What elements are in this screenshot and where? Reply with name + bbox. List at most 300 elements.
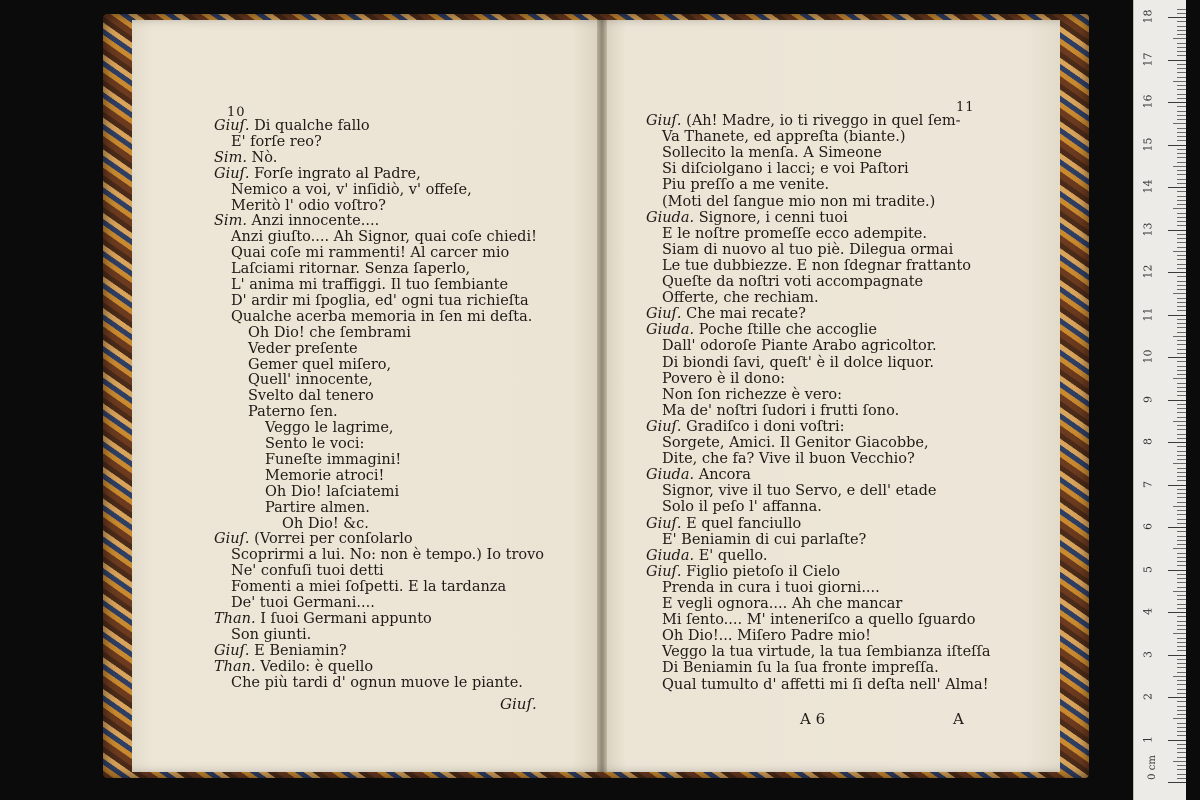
speaker-name: Giuſ. [214, 531, 250, 548]
line-text: Non ſon richezze è vero: [662, 386, 842, 403]
text-line [231, 579, 506, 595]
text-line [231, 595, 375, 611]
ruler-tick [1177, 353, 1186, 354]
ruler-number: 1 [1141, 735, 1155, 743]
ruler-tick [1173, 463, 1186, 464]
text-line [248, 388, 374, 404]
ruler-tick [1173, 676, 1186, 677]
ruler-tick [1177, 268, 1186, 269]
line-text: Si diſciolgano i lacci; e voi Paſtori [662, 161, 909, 178]
line-text: Ne' confuſi tuoi detti [231, 563, 384, 580]
text-line [214, 643, 347, 659]
text-line [265, 468, 384, 484]
text-line [231, 198, 386, 214]
line-text: Svelto dal tenero [248, 388, 374, 405]
ruler-tick [1168, 315, 1186, 316]
ruler-number: 6 [1141, 523, 1155, 530]
ruler-tick [1173, 81, 1186, 82]
ruler-tick [1177, 242, 1186, 243]
ruler-tick [1168, 400, 1186, 401]
ruler-number: 13 [1141, 222, 1155, 236]
ruler-tick [1177, 561, 1186, 562]
line-text: Ma de' noſtri ſudori i frutti ſono. [662, 402, 900, 419]
line-text: Signore, i cenni tuoi [694, 209, 848, 226]
text-line [662, 258, 971, 274]
ruler-tick [1177, 30, 1186, 31]
ruler-tick [1177, 553, 1186, 554]
text-line [231, 182, 472, 198]
line-text: Paterno ſen. [248, 404, 338, 421]
ruler-number: 5 [1141, 565, 1155, 573]
ruler-tick [1168, 60, 1186, 61]
text-line [662, 145, 882, 161]
text-line [231, 547, 544, 563]
ruler-tick [1177, 21, 1186, 22]
text-line [248, 372, 373, 388]
line-text: Signor, vive il tuo Servo, e dell' etade [662, 483, 937, 500]
ruler-tick [1177, 276, 1186, 277]
ruler-tick [1177, 302, 1186, 303]
line-text: Piu preſſo a me venite. [662, 177, 830, 194]
ruler-tick [1168, 102, 1186, 103]
ruler-tick [1177, 111, 1186, 112]
ruler-tick [1177, 162, 1186, 163]
text-line [646, 113, 961, 129]
ruler-tick [1177, 565, 1186, 566]
ruler-tick [1177, 744, 1186, 745]
ruler-tick [1173, 336, 1186, 337]
ruler-tick [1177, 225, 1186, 226]
line-text: Di Beniamin ſu la ſua fronte impreſſa. [662, 660, 939, 677]
ruler-tick [1173, 718, 1186, 719]
ruler-tick [1177, 604, 1186, 605]
ruler-tick [1177, 778, 1186, 779]
ruler-tick [1177, 519, 1186, 520]
ruler-tick [1177, 298, 1186, 299]
ruler-tick [1177, 769, 1186, 770]
ruler-number: 17 [1141, 52, 1155, 66]
text-line [265, 420, 394, 436]
text-line [646, 516, 801, 532]
line-text: Prenda in cura i tuoi giorni.... [662, 579, 880, 596]
line-text: Oh Dio! laſciatemi [265, 483, 400, 500]
ruler-tick [1168, 230, 1186, 231]
line-text: Qualche acerba memoria in ſen mi deſta. [231, 308, 533, 325]
ruler-tick [1177, 489, 1186, 490]
book-gutter [597, 20, 607, 772]
speaker-name: Giuſ. [214, 118, 250, 134]
ruler-tick [1177, 259, 1186, 260]
line-text: E quel fanciullo [681, 515, 802, 532]
line-text: Gradiſco i doni voſtri: [681, 418, 845, 435]
text-line [265, 500, 370, 516]
text-line [282, 516, 369, 532]
page-number: 10 [227, 105, 246, 120]
line-text: D' ardir mi ſpoglia, ed' ogni tua richieſta [231, 292, 529, 309]
ruler-tick [1177, 200, 1186, 201]
ruler-tick [1177, 170, 1186, 171]
ruler-tick [1177, 417, 1186, 418]
text-line [662, 596, 902, 612]
text-line [231, 245, 509, 261]
ruler-tick [1177, 757, 1186, 758]
ruler-tick [1168, 740, 1186, 741]
ruler-tick [1168, 782, 1186, 783]
ruler-tick [1177, 285, 1186, 286]
line-text: Solo il peſo l' affanna. [662, 499, 822, 516]
text-line [231, 563, 384, 579]
line-text: E Beniamin? [249, 642, 347, 659]
ruler-tick [1177, 455, 1186, 456]
text-line [662, 499, 822, 515]
catchword: Giuſ. [500, 695, 537, 713]
ruler-tick [1177, 514, 1186, 515]
text-line [231, 293, 529, 309]
text-line [662, 129, 905, 145]
ruler-tick [1177, 98, 1186, 99]
line-text: Ancora [694, 467, 751, 484]
line-text: Anzi giuſto.... Ah Signor, quai coſe chiedi! [231, 229, 537, 246]
line-text: Laſciami ritornar. Senza ſaperlo, [231, 261, 471, 278]
line-text: (Ah! Madre, io ti riveggo in quel ſem- [681, 113, 961, 129]
ruler-tick [1177, 531, 1186, 532]
ruler-tick [1177, 183, 1186, 184]
line-text: (Vorrei per conſolarlo [249, 531, 413, 548]
ruler-tick [1177, 72, 1186, 73]
ruler-tick [1177, 693, 1186, 694]
ruler-tick [1177, 77, 1186, 78]
line-text: Veggo le lagrime, [265, 420, 394, 437]
ruler-tick [1177, 689, 1186, 690]
left-page [132, 20, 602, 772]
line-text: Forſe ingrato al Padre, [249, 165, 421, 182]
ruler-tick [1177, 132, 1186, 133]
ruler-tick [1168, 570, 1186, 571]
ruler-tick [1177, 153, 1186, 154]
ruler-tick [1177, 468, 1186, 469]
ruler-number: 18 [1141, 9, 1155, 24]
line-text: L' anima mi traffiggi. Il tuo ſembiante [231, 277, 509, 293]
text-line [214, 166, 421, 182]
page-number: 11 [956, 100, 975, 115]
ruler-tick [1177, 157, 1186, 158]
ruler-tick [1177, 472, 1186, 473]
line-text: Scoprirmi a lui. No: non è tempo.) Io trovo [231, 547, 545, 564]
speaker-name: Giuſ. [646, 515, 682, 532]
text-line [248, 325, 411, 341]
speaker-name: Giuda. [646, 322, 695, 339]
text-line [662, 483, 937, 499]
ruler-tick [1177, 391, 1186, 392]
text-line [231, 229, 537, 245]
text-line [662, 628, 871, 644]
ruler-tick [1177, 13, 1186, 14]
ruler-tick [1177, 281, 1186, 282]
ruler-tick [1177, 476, 1186, 477]
ruler-tick [1177, 149, 1186, 150]
text-line [662, 177, 829, 193]
line-text: Qual tumulto d' affetti mi ſi deſta nell' Alma! [662, 676, 989, 693]
speaker-name: Giuda. [646, 547, 695, 564]
ruler-tick [1173, 123, 1186, 124]
ruler-tick [1177, 765, 1186, 766]
speaker-name: Giuſ. [646, 113, 682, 129]
ruler-tick [1177, 650, 1186, 651]
ruler-tick [1173, 251, 1186, 252]
speaker-name: Than. [214, 658, 256, 675]
ruler-tick [1177, 451, 1186, 452]
ruler-tick [1168, 527, 1186, 528]
text-line [214, 531, 413, 547]
ruler-tick [1177, 582, 1186, 583]
text-line [231, 277, 508, 293]
ruler-number: 16 [1141, 94, 1155, 109]
line-text: Di biondi ſavi, queſt' è il dolce liquor. [662, 354, 935, 371]
ruler-tick [1177, 723, 1186, 724]
text-line [662, 660, 939, 676]
ruler-tick [1177, 735, 1186, 736]
right-page [604, 20, 1060, 772]
line-text: Partire almen. [265, 499, 370, 516]
line-text: Nemico a voi, v' inſidiò, v' offeſe, [231, 181, 472, 198]
ruler-tick [1177, 599, 1186, 600]
line-text: Sorgete, Amici. Il Genitor Giacobbe, [662, 435, 929, 451]
ruler-tick [1177, 446, 1186, 447]
text-line [214, 118, 370, 134]
line-text: Mi ſento.... M' inteneriſco a quello ſguardo [662, 612, 976, 629]
catchword: A [953, 710, 964, 728]
ruler-tick [1177, 106, 1186, 107]
ruler-tick [1177, 536, 1186, 537]
line-text: Nò. [246, 149, 278, 166]
ruler-tick [1173, 38, 1186, 39]
line-text: Le tue dubbiezze. E non ſdegnar frattanto [662, 257, 972, 274]
line-text: E le noſtre promeſſe ecco adempite. [662, 225, 927, 242]
speaker-name: Giuda. [646, 467, 695, 484]
ruler-tick [1177, 204, 1186, 205]
ruler-tick [1177, 26, 1186, 27]
text-line [662, 532, 866, 548]
text-line [662, 580, 880, 596]
ruler-tick [1177, 238, 1186, 239]
speaker-name: Sim. [214, 149, 247, 166]
ruler-tick [1177, 306, 1186, 307]
ruler-tick [1177, 510, 1186, 511]
ruler-tick [1173, 506, 1186, 507]
line-text: Offerte, che rechiam. [662, 290, 819, 307]
ruler-tick [1177, 663, 1186, 664]
line-text: Di qualche fallo [249, 118, 370, 134]
line-text: Oh Dio! che ſembrami [248, 324, 411, 341]
ruler-tick [1177, 595, 1186, 596]
ruler-tick [1173, 548, 1186, 549]
text-line [265, 452, 401, 468]
ruler-tick [1177, 587, 1186, 588]
line-text: Va Thanete, ed appreſta (biante.) [662, 129, 906, 146]
ruler-tick [1173, 378, 1186, 379]
ruler-tick [1173, 761, 1186, 762]
text-line [248, 404, 338, 420]
line-text: Oh Dio!... Miſero Padre mio! [662, 628, 871, 645]
ruler-tick [1168, 697, 1186, 698]
ruler-tick [1177, 327, 1186, 328]
text-line [662, 677, 989, 693]
ruler-unit-label: 0 cm [1146, 755, 1158, 780]
ruler-tick [1177, 64, 1186, 65]
ruler-number: 12 [1141, 264, 1155, 279]
ruler-tick [1177, 191, 1186, 192]
text-line [662, 226, 927, 242]
ruler-tick [1177, 85, 1186, 86]
ruler-tick [1177, 247, 1186, 248]
ruler-tick [1177, 659, 1186, 660]
line-text: Sollecito la menſa. A Simeone [662, 145, 882, 162]
line-text: Oh Dio! &c. [282, 515, 369, 532]
ruler-tick [1177, 502, 1186, 503]
ruler-tick [1173, 208, 1186, 209]
text-line [231, 134, 322, 150]
ruler-number: 8 [1141, 438, 1155, 445]
text-line [662, 435, 929, 451]
ruler-tick [1177, 578, 1186, 579]
text-line [265, 484, 399, 500]
ruler-tick [1177, 667, 1186, 668]
text-line [662, 242, 953, 258]
ruler-tick [1177, 497, 1186, 498]
line-text: Son giunti. [231, 626, 312, 643]
ruler-tick [1173, 166, 1186, 167]
line-text: Dall' odoroſe Piante Arabo agricoltor. [662, 338, 937, 355]
ruler-tick [1177, 629, 1186, 630]
line-text: Siam di nuovo al tuo piè. Dilegua ormai [662, 241, 954, 258]
line-text: Veder preſente [248, 340, 358, 357]
line-text: E' quello. [694, 547, 768, 564]
ruler-tick [1177, 196, 1186, 197]
ruler-tick [1177, 701, 1186, 702]
ruler-tick [1177, 625, 1186, 626]
ruler-tick [1177, 710, 1186, 711]
ruler-number: 2 [1141, 693, 1155, 700]
ruler-tick [1177, 544, 1186, 545]
ruler-tick [1177, 748, 1186, 749]
ruler-tick [1177, 68, 1186, 69]
ruler-tick [1177, 174, 1186, 175]
text-line [662, 644, 991, 660]
ruler-tick [1177, 9, 1186, 10]
line-text: Povero è il dono: [662, 370, 785, 387]
ruler-tick [1177, 383, 1186, 384]
text-line [231, 627, 311, 643]
text-line [662, 387, 842, 403]
signature-mark: A 6 [800, 710, 826, 728]
line-text: Queſte da noſtri voti accompagnate [662, 274, 924, 290]
text-line [662, 612, 976, 628]
speaker-name: Than. [214, 610, 256, 627]
ruler-tick [1177, 408, 1186, 409]
text-line [662, 371, 785, 387]
text-line [662, 451, 915, 467]
ruler-tick [1173, 293, 1186, 294]
ruler-number: 9 [1141, 395, 1155, 403]
line-text: Poche ſtille che accoglie [694, 322, 877, 339]
ruler-tick [1177, 43, 1186, 44]
ruler-tick [1177, 51, 1186, 52]
line-text: Memorie atroci! [265, 467, 385, 484]
ruler-tick [1177, 395, 1186, 396]
ruler-tick [1177, 574, 1186, 575]
ruler-tick [1177, 706, 1186, 707]
ruler-number: 11 [1141, 307, 1155, 321]
ruler-tick [1168, 442, 1186, 443]
ruler-tick [1177, 34, 1186, 35]
line-text: Dite, che fa? Vive il buon Vecchio? [662, 451, 915, 468]
speaker-name: Sim. [214, 213, 247, 230]
speaker-name: Giuſ. [646, 563, 682, 580]
ruler-tick [1177, 434, 1186, 435]
ruler-tick [1177, 714, 1186, 715]
line-text: I ſuoi Germani appunto [255, 610, 432, 627]
ruler-tick [1177, 557, 1186, 558]
ruler-tick [1173, 591, 1186, 592]
text-line [214, 611, 432, 627]
ruler-tick [1177, 94, 1186, 95]
text-line [214, 213, 379, 229]
line-text: (Moti del ſangue mio non mi tradite.) [662, 193, 936, 210]
ruler-tick [1168, 357, 1186, 358]
text-line [646, 467, 751, 483]
ruler-tick [1177, 680, 1186, 681]
ruler-tick [1177, 179, 1186, 180]
line-text: Anzi innocente.... [246, 213, 380, 230]
text-line [662, 161, 909, 177]
ruler-tick [1177, 425, 1186, 426]
text-line [646, 210, 848, 226]
ruler-tick [1177, 119, 1186, 120]
ruler-tick [1177, 493, 1186, 494]
ruler-tick [1177, 255, 1186, 256]
ruler-number: 10 [1141, 349, 1155, 364]
text-line [662, 355, 934, 371]
ruler-number: 15 [1141, 137, 1155, 151]
ruler-tick [1177, 47, 1186, 48]
ruler-tick [1173, 421, 1186, 422]
ruler-tick [1177, 55, 1186, 56]
ruler-tick [1177, 344, 1186, 345]
ruler-tick [1177, 89, 1186, 90]
ruler-tick [1177, 774, 1186, 775]
line-text: E' forſe reo? [231, 133, 322, 150]
ruler-tick [1177, 412, 1186, 413]
text-line [248, 341, 358, 357]
line-text: Sento le voci: [265, 436, 365, 452]
text-line [662, 194, 935, 210]
ruler-tick [1177, 646, 1186, 647]
ruler-tick [1177, 319, 1186, 320]
ruler-tick [1177, 340, 1186, 341]
ruler-tick [1177, 404, 1186, 405]
ruler-tick [1177, 727, 1186, 728]
ruler-tick [1177, 752, 1186, 753]
ruler-tick [1168, 612, 1186, 613]
ruler-tick [1177, 370, 1186, 371]
text-line [662, 403, 899, 419]
ruler-tick [1177, 140, 1186, 141]
line-text: Meritò l' odio voſtro? [231, 197, 386, 214]
ruler-tick [1177, 217, 1186, 218]
ruler-number: 4 [1141, 608, 1155, 615]
line-text: De' tuoi Germani.... [231, 595, 375, 611]
ruler-tick [1177, 289, 1186, 290]
